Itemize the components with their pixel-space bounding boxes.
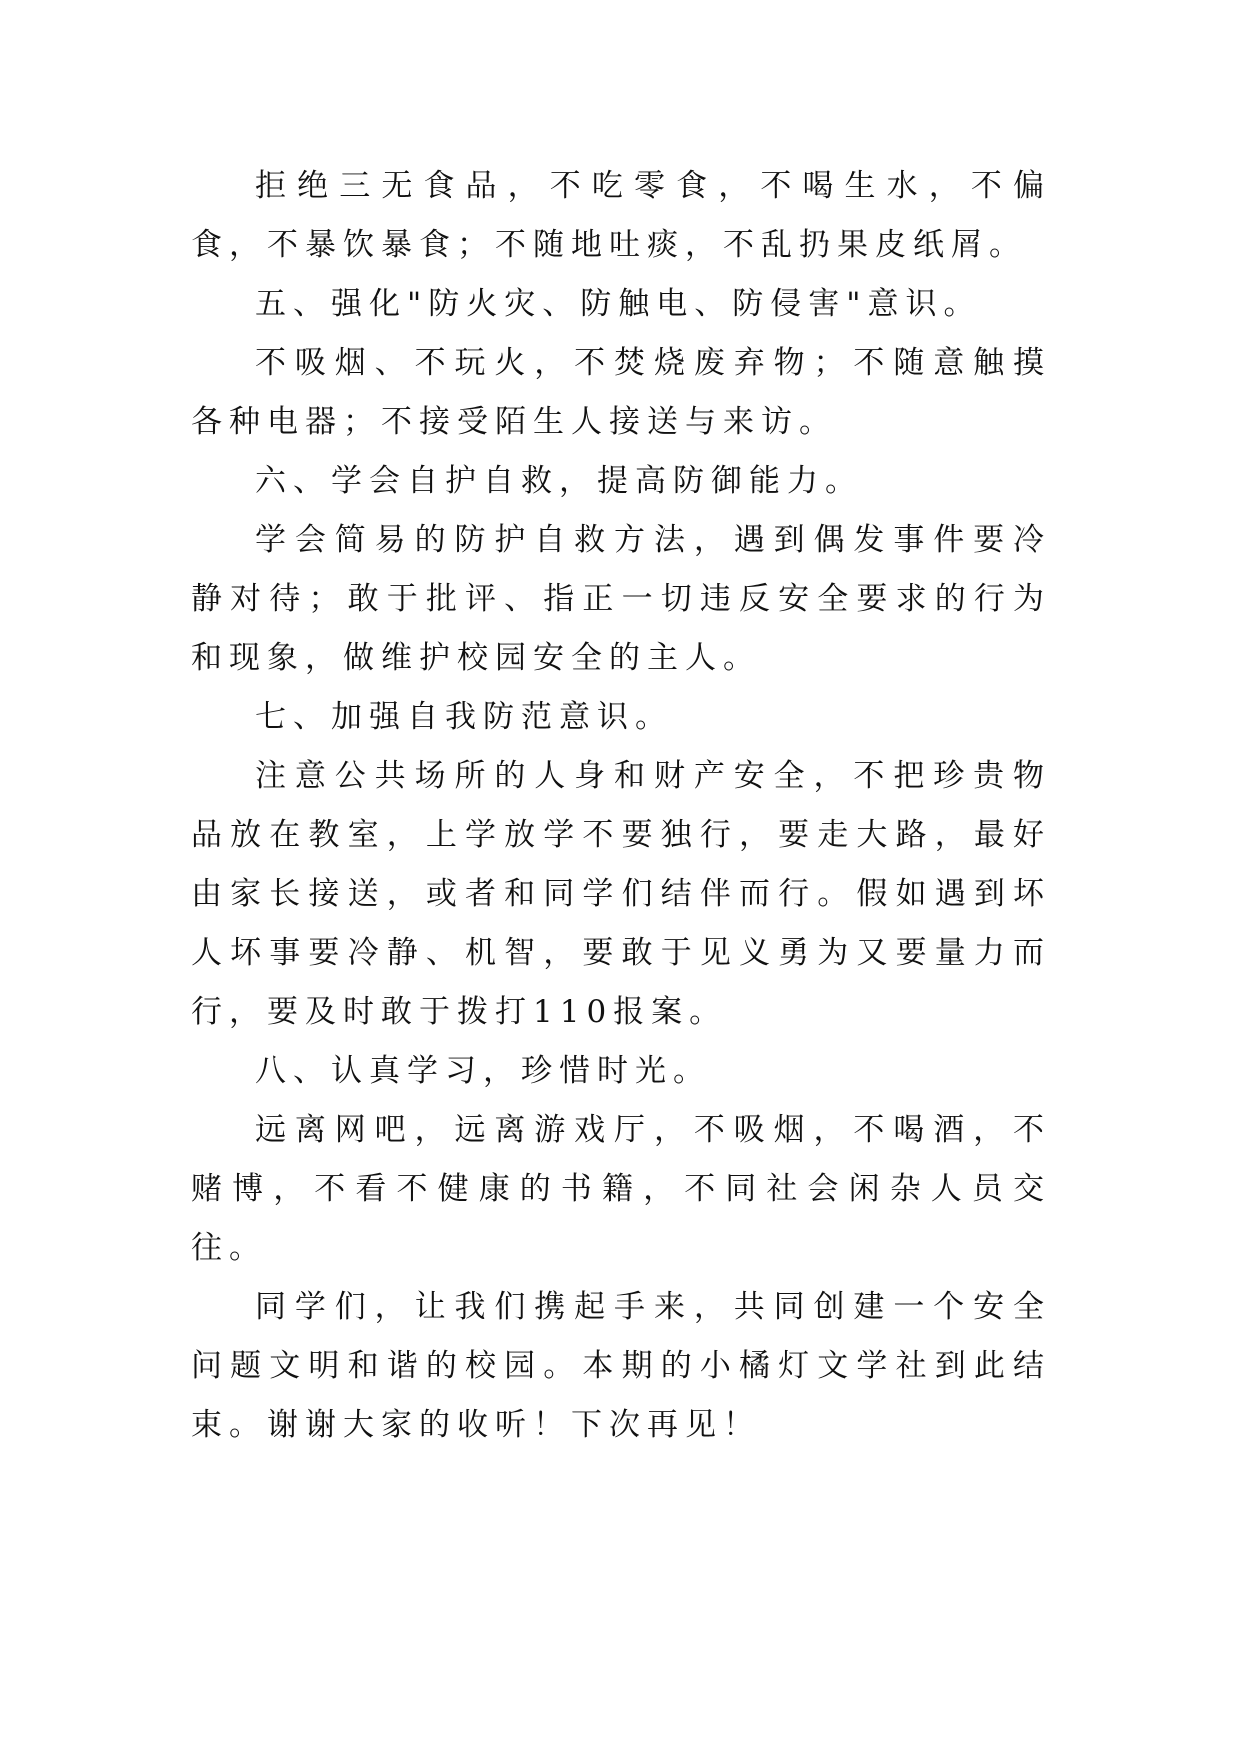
paragraph-closing: 同学们，让我们携起手来，共同创建一个安全问题文明和谐的校园。本期的小橘灯文学社到此结束。谢谢大家的收听！下次再见！ <box>191 1289 1051 1443</box>
document-body <box>191 157 1051 1455</box>
paragraph-study: 远离网吧，远离游戏厅，不吸烟，不喝酒，不赌博，不看不健康的书籍，不同社会闲杂人员交往。 <box>191 1112 1051 1266</box>
section-heading-6: 六、学会自护自救，提高防御能力。 <box>255 463 863 499</box>
paragraph-food-safety: 拒绝三无食品，不吃零食，不喝生水，不偏食，不暴饮暴食；不随地吐痰，不乱扔果皮纸屑。 <box>191 168 1051 263</box>
paragraph-fire-safety: 不吸烟、不玩火，不焚烧废弃物；不随意触摸各种电器；不接受陌生人接送与来访。 <box>191 345 1051 440</box>
section-heading-7: 七、加强自我防范意识。 <box>255 699 673 735</box>
section-heading-5: 五、强化"防火灾、防触电、防侵害"意识。 <box>255 286 982 322</box>
paragraph-self-protection: 注意公共场所的人身和财产安全，不把珍贵物品放在教室，上学放学不要独行，要走大路，最好由家长接送，或者和同学们结伴而行。假如遇到坏人坏事要冷静、机智，要敢于见义勇为又要量力而行，要及时敢于拨打110报案。 <box>191 758 1051 1030</box>
paragraph-self-rescue: 学会简易的防护自救方法，遇到偶发事件要冷静对待；敢于批评、指正一切违反安全要求的行为和现象，做维护校园安全的主人。 <box>191 522 1051 676</box>
section-heading-8: 八、认真学习，珍惜时光。 <box>255 1053 711 1089</box>
